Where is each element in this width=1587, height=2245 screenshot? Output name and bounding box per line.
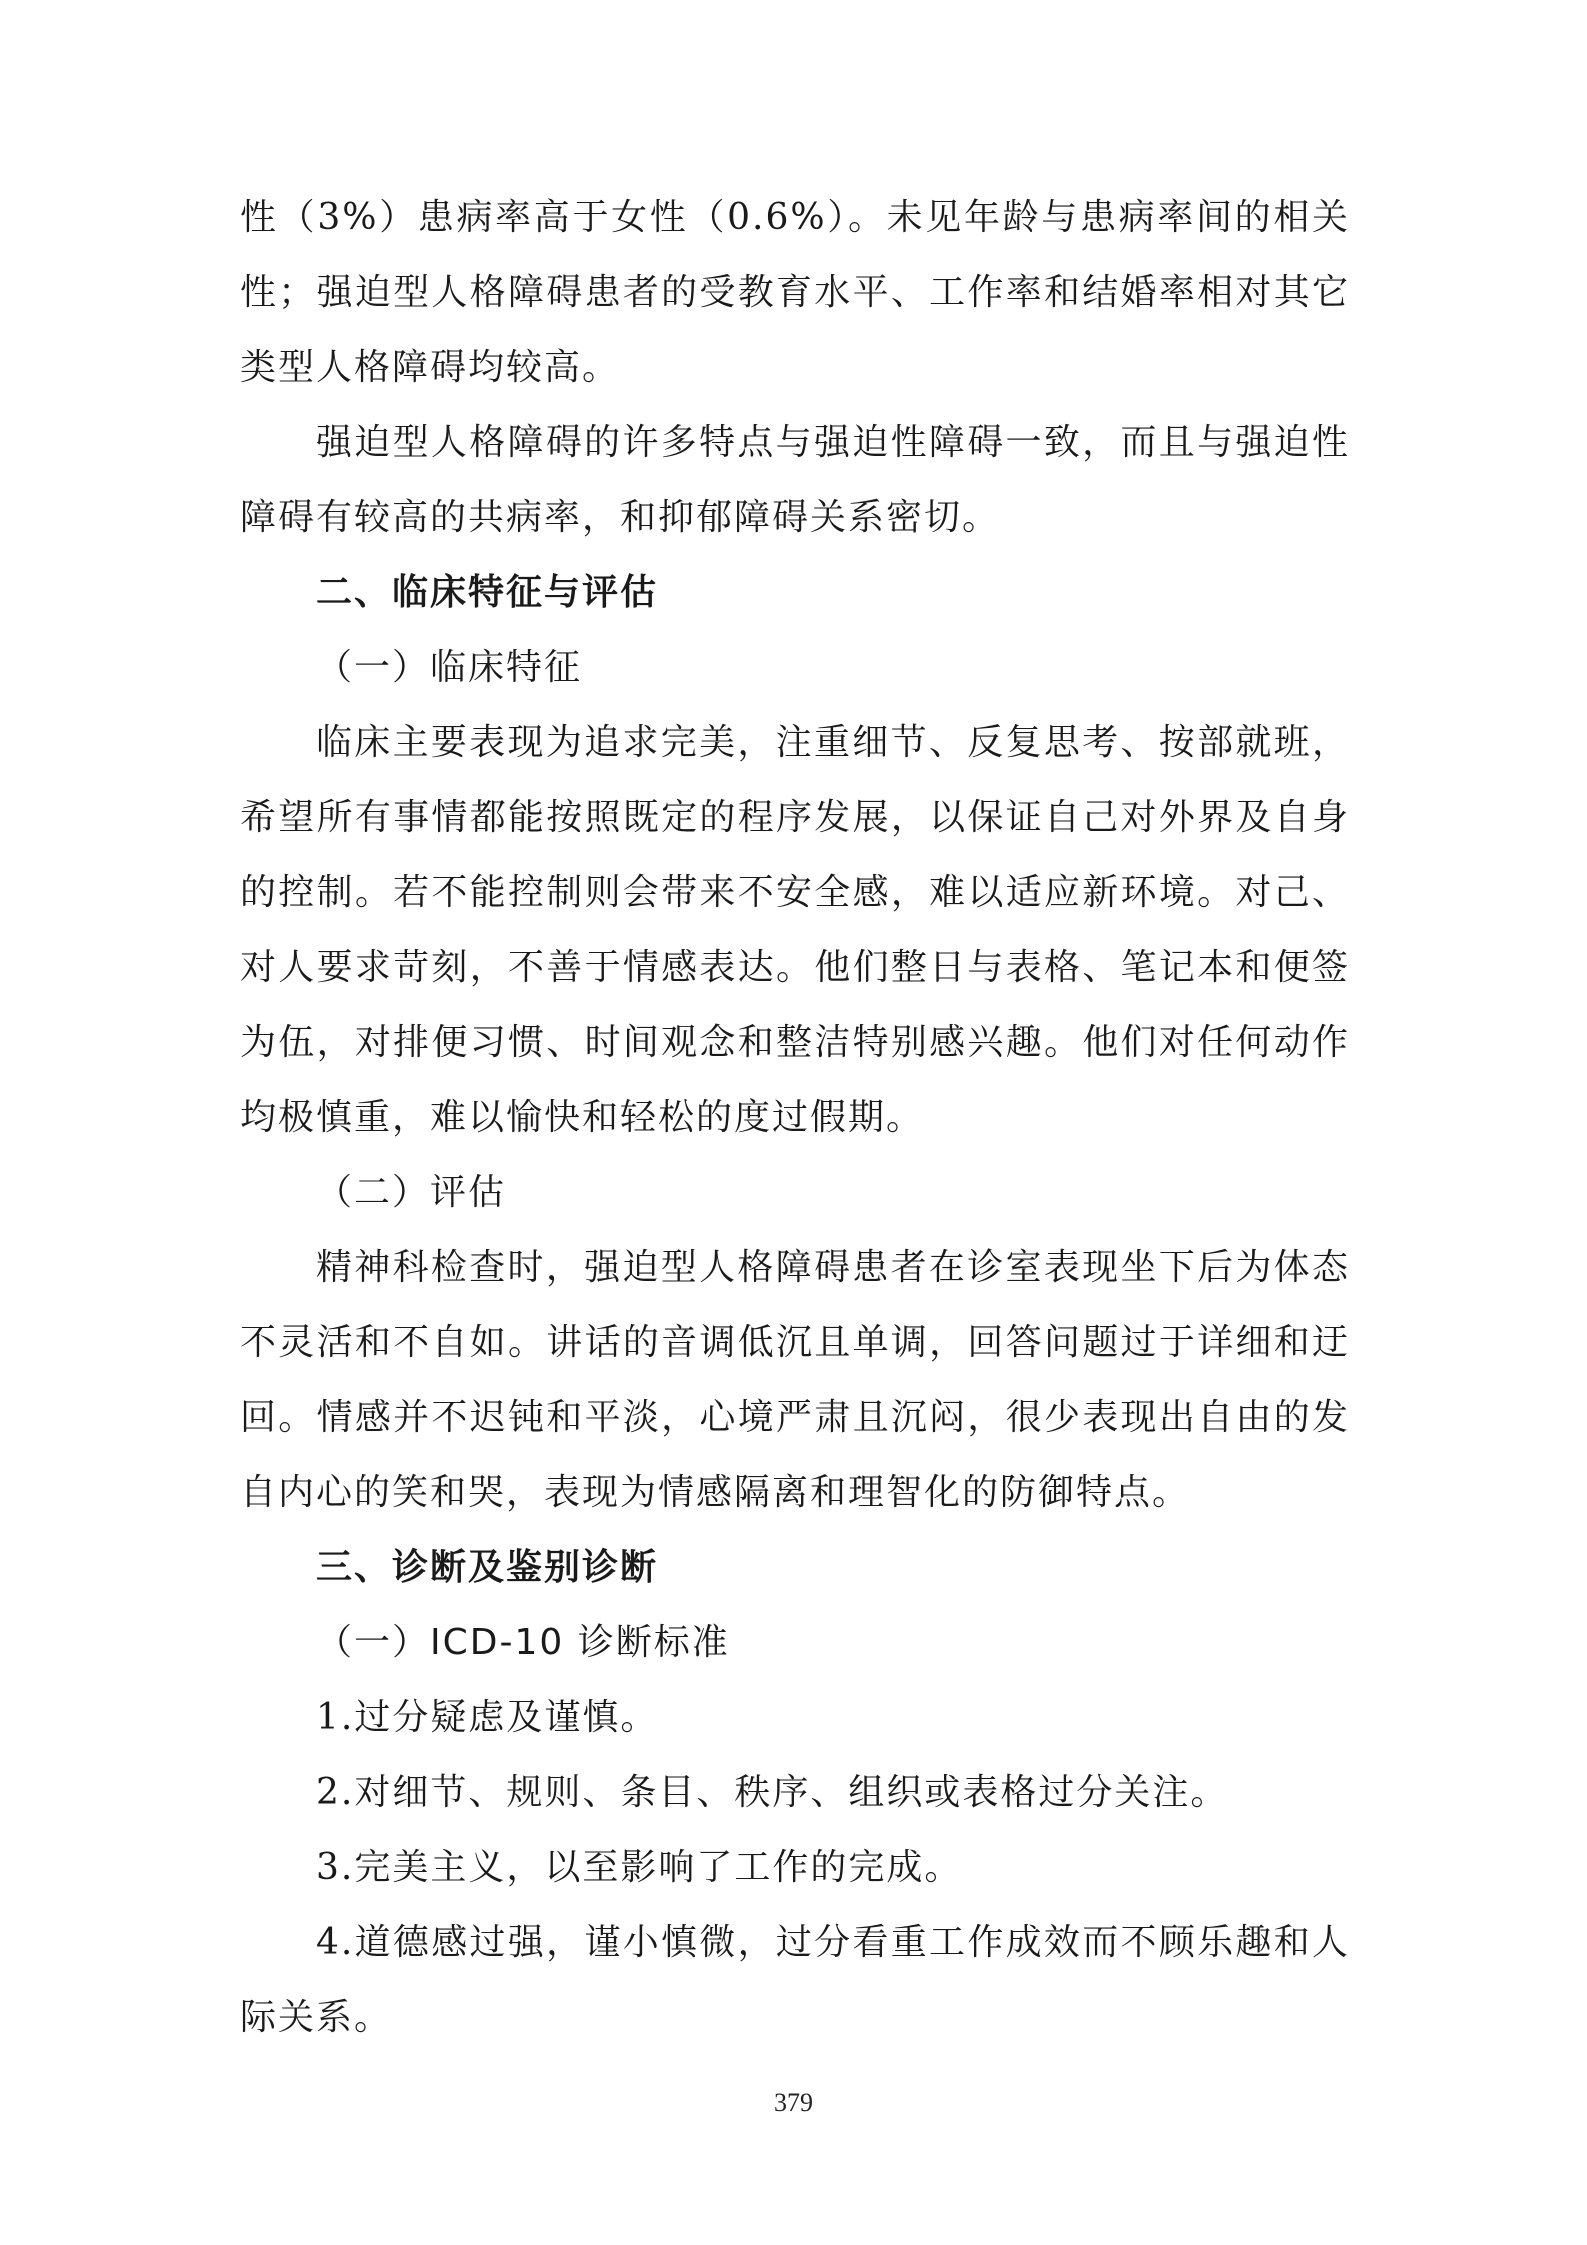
paragraph-assessment: 精神科检查时，强迫型人格障碍患者在诊室表现坐下后为体态不灵活和不自如。讲话的音调低沉且单调，回答问题过于详细和迂回。情感并不迟钝和平淡，心境严肃且沉闷，很少表现出自由的发自内心的笑和哭，表现为情感隔离和理智化的防御特点。 [240,1247,1350,1513]
section-heading-clinical: 二、临床特征与评估 [316,572,659,613]
criterion-item-4: 4.道德感过强，谨小慎微，过分看重工作成效而不顾乐趣和人际关系。 [240,1922,1350,2038]
criterion-item-3: 3.完美主义，以至影响了工作的完成。 [316,1847,963,1888]
page-number: 379 [774,2088,813,2117]
paragraph-clinical-features: 临床主要表现为追求完美，注重细节、反复思考、按部就班，希望所有事情都能按照既定的程序发展，以保证自己对外界及自身的控制。若不能控制则会带来不安全感，难以适应新环境。对己、对人要求苛刻，不善于情感表达。他们整日与表格、笔记本和便签为伍，对排便习惯、时间观念和整洁特别感兴趣。他们对任何动作均极慎重，难以愉快和轻松的度过假期。 [240,722,1350,1138]
paragraph-prevalence: 性（3%）患病率高于女性（0.6%）。未见年龄与患病率间的相关性；强迫型人格障碍患者的受教育水平、工作率和结婚率相对其它类型人格障碍均较高。 [240,197,1350,388]
subsection-heading-clinical-features: （一）临床特征 [316,647,583,688]
subsection-heading-assessment: （二）评估 [316,1172,507,1213]
section-heading-diagnosis: 三、诊断及鉴别诊断 [316,1547,659,1588]
paragraph-comorbidity: 强迫型人格障碍的许多特点与强迫性障碍一致，而且与强迫性障碍有较高的共病率，和抑郁障碍关系密切。 [240,422,1350,538]
subsection-heading-icd10: （一）ICD-10 诊断标准 [316,1622,730,1663]
criterion-item-2: 2.对细节、规则、条目、秩序、组织或表格过分关注。 [316,1772,1229,1813]
criterion-item-1: 1.过分疑虑及谨慎。 [316,1697,659,1738]
page-content [240,180,1350,2055]
